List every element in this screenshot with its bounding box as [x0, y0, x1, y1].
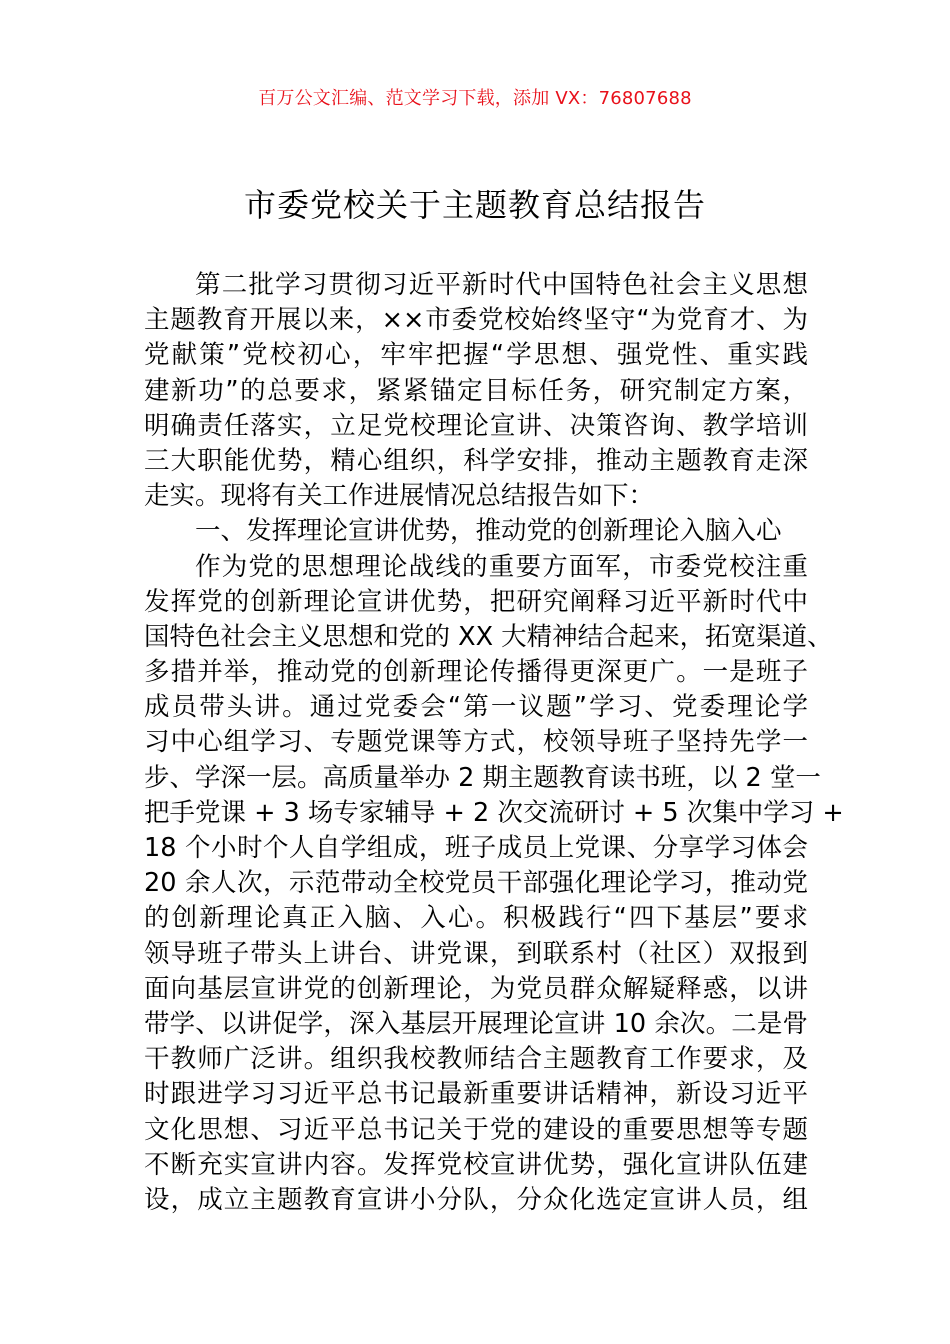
paragraph-line: 领导班子带头上讲台、讲党课，到联系村（社区）双报到 [144, 938, 808, 969]
paragraph-line: 成员带头讲。通过党委会“第一议题”学习、党委理论学 [144, 692, 808, 723]
paragraph-line: 第二批学习贯彻习近平新时代中国特色社会主义思想 [195, 270, 808, 300]
paragraph-line: 习中心组学习、专题党课等方式，校领导班子坚持先学一 [144, 727, 808, 758]
paragraph-line: 文化思想、习近平总书记关于党的建设的重要思想等专题 [144, 1114, 808, 1145]
paragraph-line: 走实。现将有关工作进展情况总结报告如下： [144, 481, 655, 512]
paragraph-line: 明确责任落实，立足党校理论宣讲、决策咨询、教学培训 [144, 410, 808, 441]
paragraph-line: 20 余人次，示范带动全校党员干部强化理论学习，推动党 [144, 868, 808, 899]
paragraph-line: 面向基层宣讲党的创新理论，为党员群众解疑释惑，以讲 [144, 973, 808, 1004]
watermark-header: 百万公文汇编、范文学习下载，添加 VX：76807688 [258, 88, 692, 109]
paragraph-line: 作为党的思想理论战线的重要方面军，市委党校注重 [195, 551, 808, 582]
paragraph-line: 把手党课 + 3 场专家辅导 + 2 次交流研讨 + 5 次集中学习 + [144, 797, 844, 828]
paragraph-line: 18 个小时个人自学组成，班子成员上党课、分享学习体会 [144, 833, 808, 863]
paragraph-line: 国特色社会主义思想和党的 XX 大精神结合起来，拓宽渠道、 [144, 621, 833, 652]
paragraph-line: 主题教育开展以来，××市委党校始终坚守“为党育才、为 [144, 305, 808, 336]
paragraph-line: 时跟进学习习近平总书记最新重要讲话精神，新设习近平 [144, 1079, 808, 1110]
document-title: 市委党校关于主题教育总结报告 [243, 186, 706, 224]
paragraph-line: 党献策”党校初心，牢牢把握“学思想、强党性、重实践 [144, 340, 808, 371]
paragraph-line: 带学、以讲促学，深入基层开展理论宣讲 10 余次。二是骨 [144, 1008, 808, 1039]
paragraph-line: 发挥党的创新理论宣讲优势，把研究阐释习近平新时代中 [144, 586, 808, 617]
paragraph-line: 建新功”的总要求，紧紧锚定目标任务，研究制定方案， [144, 375, 808, 406]
document-body [144, 268, 844, 1218]
paragraph-line: 不断充实宣讲内容。发挥党校宣讲优势，强化宣讲队伍建 [144, 1149, 808, 1180]
paragraph-line: 步、学深一层。高质量举办 2 期主题教育读书班，以 2 堂一 [144, 762, 821, 793]
paragraph-line: 三大职能优势，精心组织，科学安排，推动主题教育走深 [144, 445, 808, 476]
paragraph-line: 的创新理论真正入脑、入心。积极践行“四下基层”要求 [144, 903, 808, 934]
section-heading: 一、发挥理论宣讲优势，推动党的创新理论入脑入心 [195, 516, 782, 547]
paragraph-line: 干教师广泛讲。组织我校教师结合主题教育工作要求，及 [144, 1044, 808, 1075]
paragraph-line: 设，成立主题教育宣讲小分队，分众化选定宣讲人员，组 [144, 1184, 808, 1215]
paragraph-line: 多措并举，推动党的创新理论传播得更深更广。一是班子 [144, 657, 808, 688]
